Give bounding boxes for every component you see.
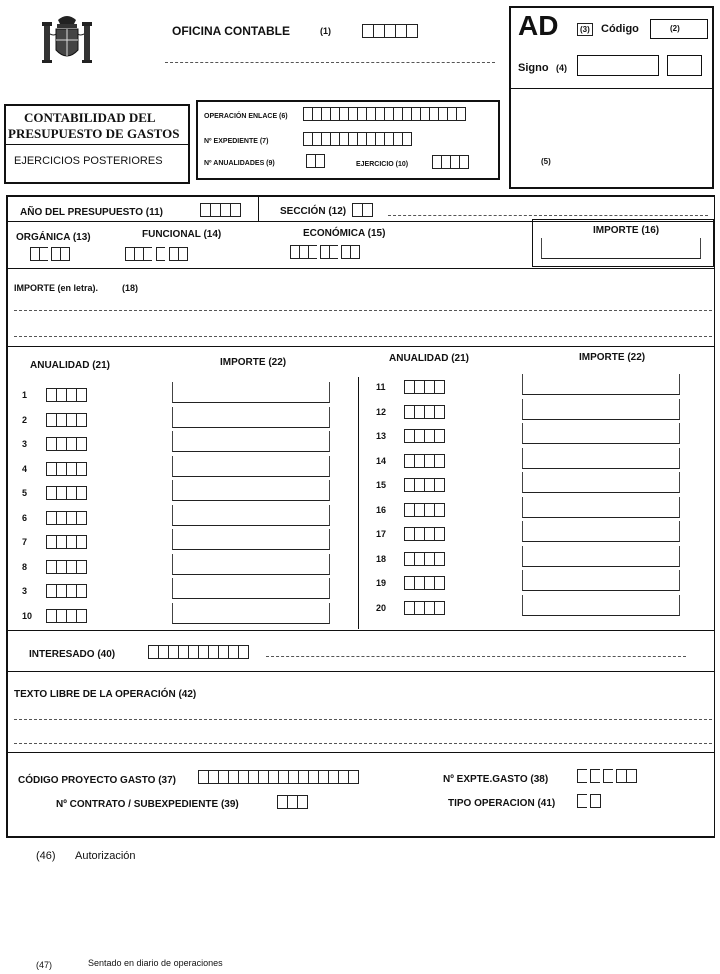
- annuity-row-number: 16: [376, 505, 387, 515]
- annuity-importe-field[interactable]: [522, 448, 680, 469]
- operacion-enlace-cells[interactable]: [303, 107, 465, 121]
- annuity-importe-field[interactable]: [522, 374, 680, 395]
- operacion-enlace-label: OPERACIÓN ENLACE (6): [204, 113, 288, 120]
- oficina-contable-line: [165, 62, 495, 63]
- anio-seccion-divider: [258, 197, 259, 221]
- annuity-year-cells[interactable]: [404, 601, 444, 615]
- importe-letra-num: (18): [122, 283, 139, 293]
- row-divider-2: [7, 268, 714, 269]
- row-divider-3: [7, 346, 714, 347]
- annuity-year-cells[interactable]: [46, 388, 86, 402]
- annuity-row-number: 14: [376, 456, 387, 466]
- annuity-row-number: 3: [22, 586, 28, 596]
- annuity-row-number: 1: [22, 390, 28, 400]
- signo-num: (4): [556, 63, 567, 73]
- field-5-num: (5): [541, 157, 551, 166]
- annuity-year-cells[interactable]: [46, 535, 86, 549]
- annuity-year-cells[interactable]: [46, 486, 86, 500]
- annuity-importe-field[interactable]: [172, 603, 330, 624]
- annuity-year-cells[interactable]: [404, 527, 444, 541]
- signo-extra-field[interactable]: [667, 55, 702, 76]
- annuity-row-number: 3: [22, 439, 28, 449]
- codigo-proyecto-label: CÓDIGO PROYECTO GASTO (37): [18, 775, 176, 786]
- title-line-3: EJERCICIOS POSTERIORES: [14, 155, 163, 167]
- texto-libre-line-2[interactable]: [14, 743, 712, 744]
- expediente-label: Nº EXPEDIENTE (7): [204, 138, 269, 145]
- funcional-label: FUNCIONAL (14): [142, 229, 222, 240]
- seccion-label: SECCIÓN (12): [280, 206, 347, 217]
- annuity-year-cells[interactable]: [404, 503, 444, 517]
- importe-header-right: IMPORTE (22): [579, 352, 646, 363]
- annuity-importe-field[interactable]: [172, 505, 330, 526]
- annuity-year-cells[interactable]: [46, 560, 86, 574]
- annuity-row-number: 20: [376, 603, 387, 613]
- texto-libre-line-1[interactable]: [14, 719, 712, 720]
- anio-presupuesto-cells[interactable]: [200, 203, 240, 217]
- annuity-row-number: 6: [22, 513, 28, 523]
- expte-gasto-label: Nº EXPTE.GASTO (38): [443, 774, 549, 785]
- ad-num-box: (3): [577, 23, 593, 36]
- autorizacion-label: Autorización: [75, 850, 136, 862]
- codigo-label: Código: [601, 23, 639, 35]
- title-line-1: CONTABILIDAD DEL: [24, 110, 156, 125]
- interesado-cells[interactable]: [148, 645, 248, 659]
- annuity-year-cells[interactable]: [46, 437, 86, 451]
- annuity-importe-field[interactable]: [522, 472, 680, 493]
- tipo-operacion-cells[interactable]: [577, 794, 600, 808]
- annuity-year-cells[interactable]: [404, 429, 444, 443]
- importe-letra-label: IMPORTE (en letra).: [14, 283, 99, 293]
- title-divider: [5, 144, 189, 145]
- annuity-year-cells[interactable]: [46, 462, 86, 476]
- annuity-year-cells[interactable]: [46, 413, 86, 427]
- importe-16-label: IMPORTE (16): [593, 225, 660, 236]
- annuity-importe-field[interactable]: [172, 480, 330, 501]
- anio-presupuesto-label: AÑO DEL PRESUPUESTO (11): [20, 207, 163, 218]
- annuity-importe-field[interactable]: [172, 554, 330, 575]
- row-divider-4: [7, 630, 714, 631]
- economica-cells[interactable]: [290, 245, 359, 259]
- oficina-contable-cells[interactable]: [362, 24, 417, 38]
- interesado-label: INTERESADO (40): [29, 649, 116, 660]
- annuity-year-cells[interactable]: [404, 552, 444, 566]
- seccion-cells[interactable]: [352, 203, 372, 217]
- coat-of-arms-emblem: [38, 12, 96, 70]
- sentado-num: (47): [36, 960, 53, 970]
- annuity-row-number: 11: [376, 382, 386, 392]
- anualidad-header-left: ANUALIDAD (21): [30, 360, 110, 371]
- tipo-operacion-label: TIPO OPERACION (41): [448, 798, 556, 809]
- annuity-year-cells[interactable]: [404, 576, 444, 590]
- annuity-row-number: 5: [22, 488, 28, 498]
- importe-letra-line-1[interactable]: [14, 310, 712, 311]
- annuity-year-cells[interactable]: [46, 609, 86, 623]
- annuity-importe-field[interactable]: [522, 595, 680, 616]
- title-line-2: PRESUPUESTO DE GASTOS: [8, 126, 180, 141]
- economica-label: ECONÓMICA (15): [303, 228, 386, 239]
- annuity-importe-field[interactable]: [522, 497, 680, 518]
- annuity-row-number: 10: [22, 611, 33, 621]
- annuity-row-number: 18: [376, 554, 387, 564]
- annuity-year-cells[interactable]: [404, 405, 444, 419]
- importe-letra-line-2[interactable]: [14, 336, 712, 337]
- annuity-year-cells[interactable]: [46, 584, 86, 598]
- codigo-num: (2): [670, 24, 680, 33]
- annuity-row-number: 7: [22, 537, 28, 547]
- expte-gasto-cells[interactable]: [577, 769, 636, 783]
- ejercicio-label: EJERCICIO (10): [356, 161, 409, 168]
- ad-title: AD: [518, 10, 559, 41]
- annuity-importe-field[interactable]: [522, 570, 680, 591]
- annuities-column-divider: [358, 377, 359, 629]
- oficina-contable-label: OFICINA CONTABLE: [172, 24, 290, 38]
- anualidades-cells[interactable]: [306, 154, 324, 168]
- annuity-importe-field[interactable]: [522, 423, 680, 444]
- annuity-importe-field[interactable]: [172, 431, 330, 452]
- annuity-row-number: 12: [376, 407, 387, 417]
- texto-libre-label: TEXTO LIBRE DE LA OPERACIÓN (42): [14, 689, 197, 700]
- contrato-label: Nº CONTRATO / SUBEXPEDIENTE (39): [56, 799, 239, 810]
- annuity-year-cells[interactable]: [404, 454, 444, 468]
- row-divider-5: [7, 671, 714, 672]
- importe-16-field[interactable]: [541, 238, 701, 259]
- annuity-row-number: 2: [22, 415, 28, 425]
- organica-cells[interactable]: [30, 247, 69, 261]
- ejercicio-cells[interactable]: [432, 155, 468, 169]
- importe-header-left: IMPORTE (22): [220, 357, 287, 368]
- annuity-importe-field[interactable]: [172, 529, 330, 550]
- seccion-line: [388, 215, 708, 216]
- annuity-importe-field[interactable]: [522, 399, 680, 420]
- oficina-contable-num: (1): [320, 26, 331, 36]
- annuity-row-number: 19: [376, 578, 387, 588]
- annuity-row-number: 4: [22, 464, 28, 474]
- contrato-cells[interactable]: [277, 795, 307, 809]
- autorizacion-num: (46): [36, 850, 56, 862]
- row-divider-6: [7, 752, 714, 753]
- signo-label: Signo: [518, 62, 549, 74]
- annuity-importe-field[interactable]: [172, 407, 330, 428]
- annuity-row-number: 13: [376, 431, 387, 441]
- signo-field[interactable]: [577, 55, 659, 76]
- annuity-row-number: 8: [22, 562, 28, 572]
- annuity-importe-field[interactable]: [172, 456, 330, 477]
- annuity-year-cells[interactable]: [404, 478, 444, 492]
- codigo-proyecto-cells[interactable]: [198, 770, 358, 784]
- funcional-cells[interactable]: [125, 247, 187, 261]
- annuity-row-number: 17: [376, 529, 387, 539]
- annuity-importe-field[interactable]: [172, 578, 330, 599]
- annuity-importe-field[interactable]: [172, 382, 330, 403]
- annuity-row-number: 15: [376, 480, 387, 490]
- annuity-year-cells[interactable]: [46, 511, 86, 525]
- anualidad-header-right: ANUALIDAD (21): [389, 353, 469, 364]
- anualidades-label: Nº ANUALIDADES (9): [204, 160, 275, 167]
- expediente-cells[interactable]: [303, 132, 411, 146]
- annuity-year-cells[interactable]: [404, 380, 444, 394]
- codigo-field[interactable]: [650, 19, 708, 39]
- sentado-label: Sentado en diario de operaciones: [88, 958, 223, 968]
- organica-label: ORGÁNICA (13): [16, 232, 91, 243]
- annuity-importe-field[interactable]: [522, 546, 680, 567]
- annuity-importe-field[interactable]: [522, 521, 680, 542]
- interesado-line: [266, 656, 686, 657]
- ad-divider: [510, 88, 713, 89]
